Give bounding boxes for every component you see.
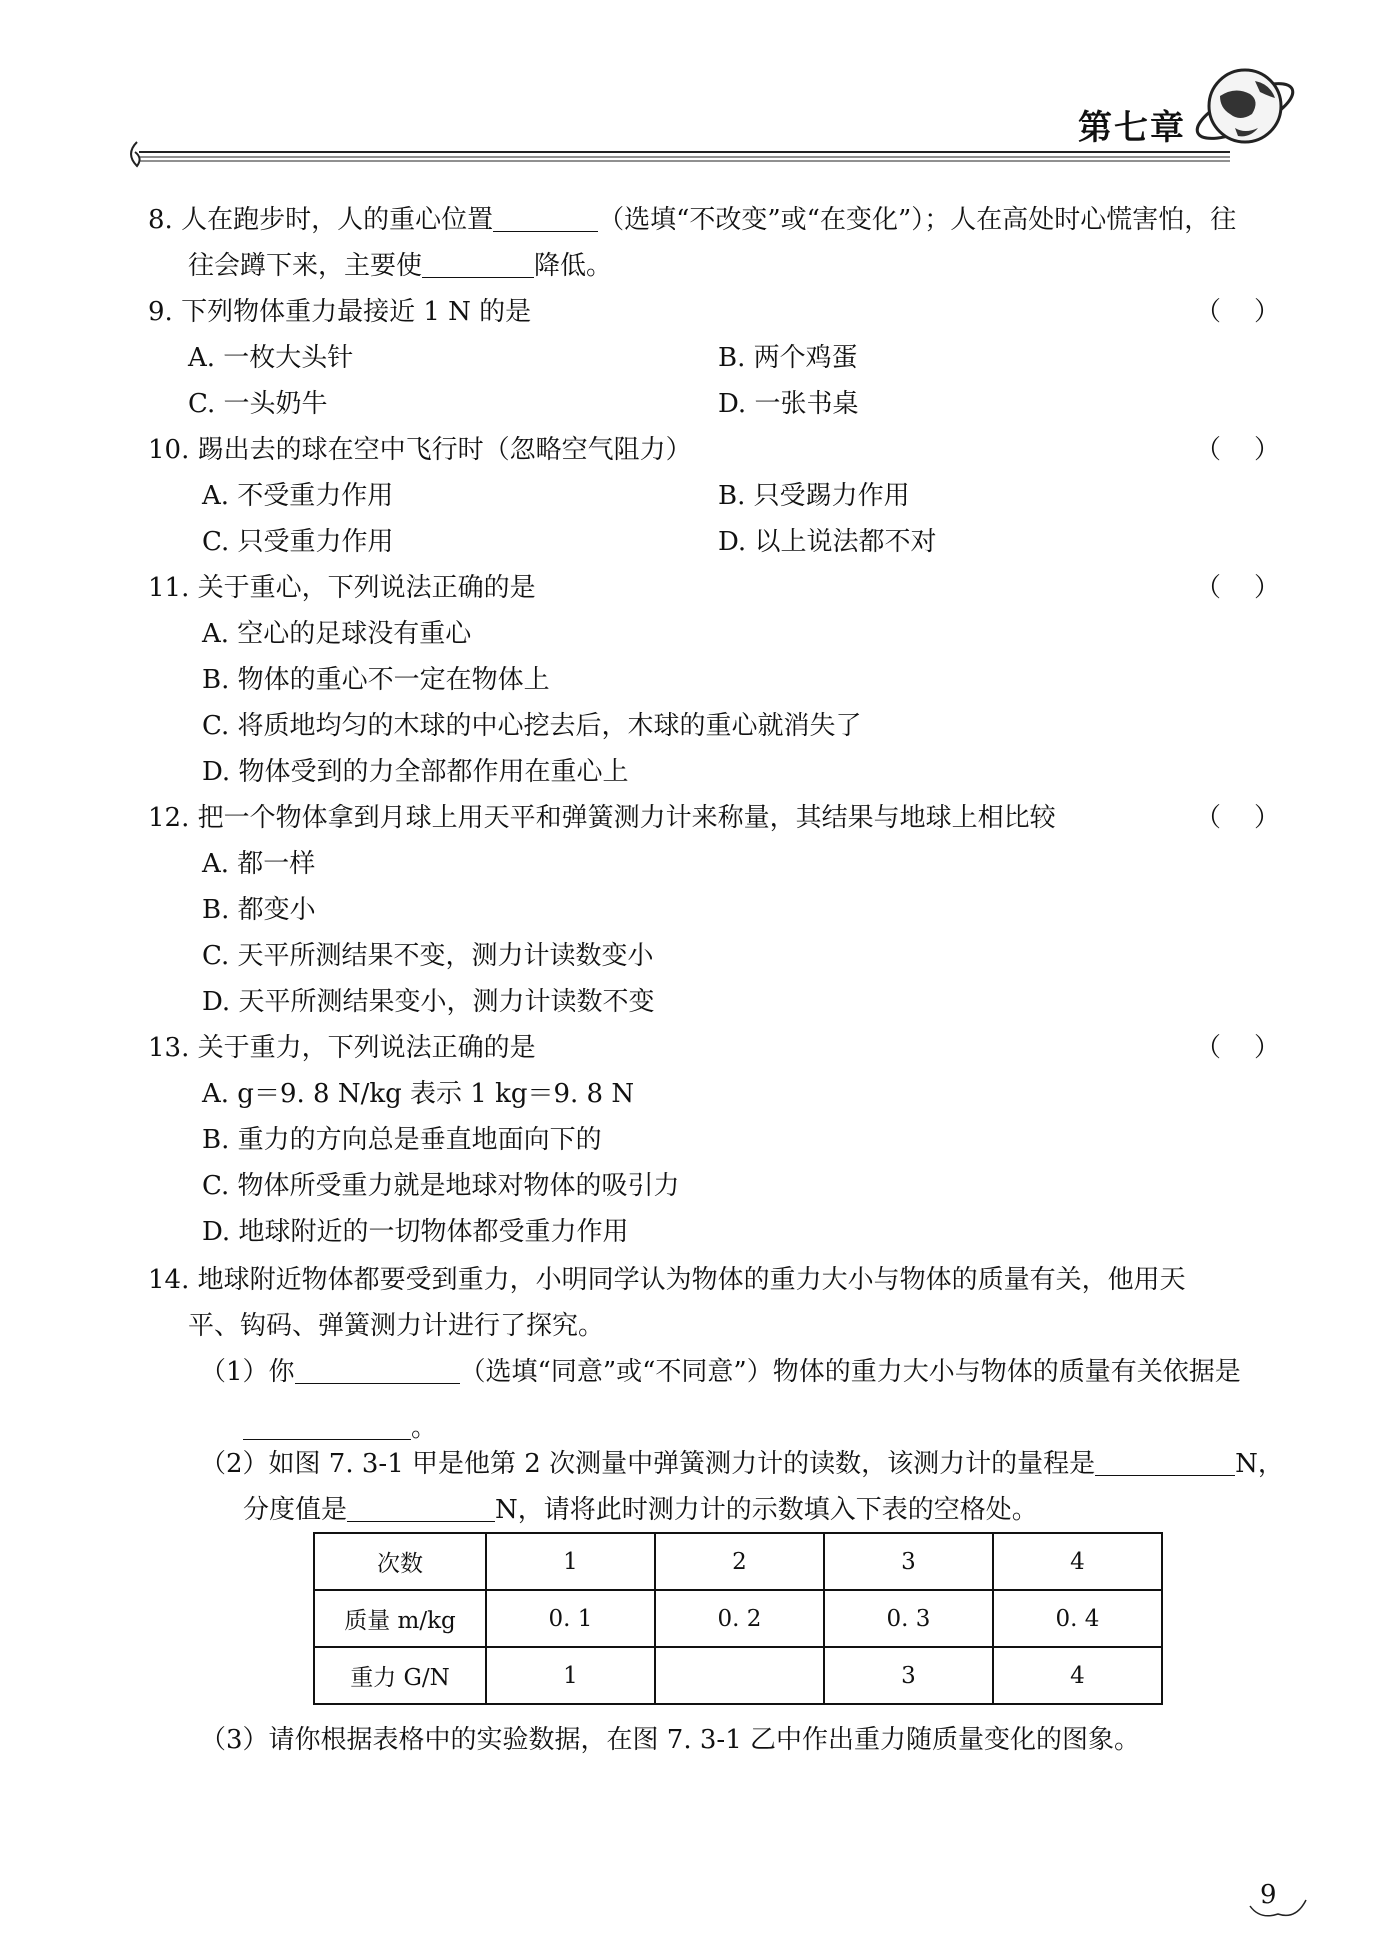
table-cell: 3 xyxy=(824,1647,993,1704)
q9-option-c: C. 一头奶牛 xyxy=(188,389,328,419)
q13-stem: 13. 关于重力，下列说法正确的是 xyxy=(148,1033,536,1063)
table-cell: 4 xyxy=(993,1647,1162,1704)
q14-part1-cont: 。 xyxy=(243,1410,437,1446)
q10-option-c: C. 只受重力作用 xyxy=(202,527,394,557)
table-row xyxy=(314,1590,1162,1647)
q10-answer-paren[interactable]: （ ） xyxy=(1195,435,1280,465)
q12-answer-paren[interactable]: （ ） xyxy=(1195,803,1280,833)
q12-stem: 12. 把一个物体拿到月球上用天平和弹簧测力计来称量，其结果与地球上相比较 xyxy=(148,803,1056,833)
q14-part2-line2: 分度值是 N，请将此时测力计的示数填入下表的空格处。 xyxy=(243,1495,1038,1525)
q14-line2: 平、钩码、弹簧测力计进行了探究。 xyxy=(188,1311,605,1341)
q11-option-a: A. 空心的足球没有重心 xyxy=(202,619,472,649)
table-cell: 4 xyxy=(993,1533,1162,1590)
table-row xyxy=(314,1647,1162,1704)
table-cell: 0. 2 xyxy=(655,1590,824,1647)
q10-stem: 10. 踢出去的球在空中飞行时（忽略空气阻力） xyxy=(148,435,692,465)
q9-answer-paren[interactable]: （ ） xyxy=(1195,297,1280,327)
q12-option-c: C. 天平所测结果不变，测力计读数变小 xyxy=(202,941,654,971)
q8-line1: 8. 人在跑步时，人的重心位置 （选填“不改变”或“在变化”）；人在高处时心慌害怕，往 xyxy=(148,205,1237,235)
q14-p1-blank1[interactable] xyxy=(295,1357,460,1384)
table-cell: 次数 xyxy=(314,1533,486,1590)
q11-answer-paren[interactable]: （ ） xyxy=(1195,573,1280,603)
q9-stem: 9. 下列物体重力最接近 1 N 的是 xyxy=(148,297,532,327)
q14-part2-line1: （2）如图 7. 3-1 甲是他第 2 次测量中弹簧测力计的读数，该测力计的量程是 N， xyxy=(200,1449,1284,1479)
q8-blank2[interactable] xyxy=(422,251,534,278)
q8-line2: 往会蹲下来，主要使 降低。 xyxy=(188,251,613,281)
q14-part3: （3）请你根据表格中的实验数据，在图 7. 3-1 乙中作出重力随质量变化的图象。 xyxy=(200,1725,1141,1755)
q9-option-d: D. 一张书桌 xyxy=(718,389,859,419)
table-cell: 0. 3 xyxy=(824,1590,993,1647)
q13-option-c: C. 物体所受重力就是地球对物体的吸引力 xyxy=(202,1171,680,1201)
table-cell: 质量 m/kg xyxy=(314,1590,486,1647)
table-cell: 3 xyxy=(824,1533,993,1590)
table-cell: 重力 G/N xyxy=(314,1647,486,1704)
q14-p1-blank2[interactable] xyxy=(243,1413,411,1440)
q10-option-d: D. 以上说法都不对 xyxy=(718,527,937,557)
chapter-title: 第七章 xyxy=(1078,108,1186,148)
q11-option-d: D. 物体受到的力全部都作用在重心上 xyxy=(202,757,629,787)
q12-option-a: A. 都一样 xyxy=(202,849,316,879)
q8-blank1[interactable] xyxy=(493,205,598,232)
table-answer-cell[interactable] xyxy=(655,1647,824,1704)
data-table xyxy=(313,1532,1163,1705)
q11-option-b: B. 物体的重心不一定在物体上 xyxy=(202,665,550,695)
table-cell: 2 xyxy=(655,1533,824,1590)
q14-p2-blank1[interactable] xyxy=(1095,1449,1235,1476)
q11-stem: 11. 关于重心，下列说法正确的是 xyxy=(148,573,536,603)
header-rule xyxy=(125,140,1235,170)
page-number: 9 xyxy=(1260,1880,1277,1910)
q10-option-b: B. 只受踢力作用 xyxy=(718,481,910,511)
q13-answer-paren[interactable]: （ ） xyxy=(1195,1033,1280,1063)
q13-option-d: D. 地球附近的一切物体都受重力作用 xyxy=(202,1217,629,1247)
q14-part1: （1）你 （选填“同意”或“不同意”）物体的重力大小与物体的质量有关依据是 xyxy=(200,1357,1241,1387)
q9-option-b: B. 两个鸡蛋 xyxy=(718,343,858,373)
table-cell: 0. 4 xyxy=(993,1590,1162,1647)
q11-option-c: C. 将质地均匀的木球的中心挖去后，木球的重心就消失了 xyxy=(202,711,862,741)
q14-p2-blank2[interactable] xyxy=(347,1495,495,1522)
page-number-ornament xyxy=(1248,1890,1308,1920)
q14-line1: 14. 地球附近物体都要受到重力，小明同学认为物体的重力大小与物体的质量有关，他用天 xyxy=(148,1265,1186,1295)
table-cell: 1 xyxy=(486,1647,655,1704)
table-row xyxy=(314,1533,1162,1590)
q13-option-a: A. g＝9. 8 N/kg 表示 1 kg＝9. 8 N xyxy=(202,1079,635,1109)
table-cell: 0. 1 xyxy=(486,1590,655,1647)
q12-option-d: D. 天平所测结果变小，测力计读数不变 xyxy=(202,987,655,1017)
q13-option-b: B. 重力的方向总是垂直地面向下的 xyxy=(202,1125,602,1155)
q12-option-b: B. 都变小 xyxy=(202,895,316,925)
table-cell: 1 xyxy=(486,1533,655,1590)
q10-option-a: A. 不受重力作用 xyxy=(202,481,394,511)
q9-option-a: A. 一枚大头针 xyxy=(188,343,354,373)
